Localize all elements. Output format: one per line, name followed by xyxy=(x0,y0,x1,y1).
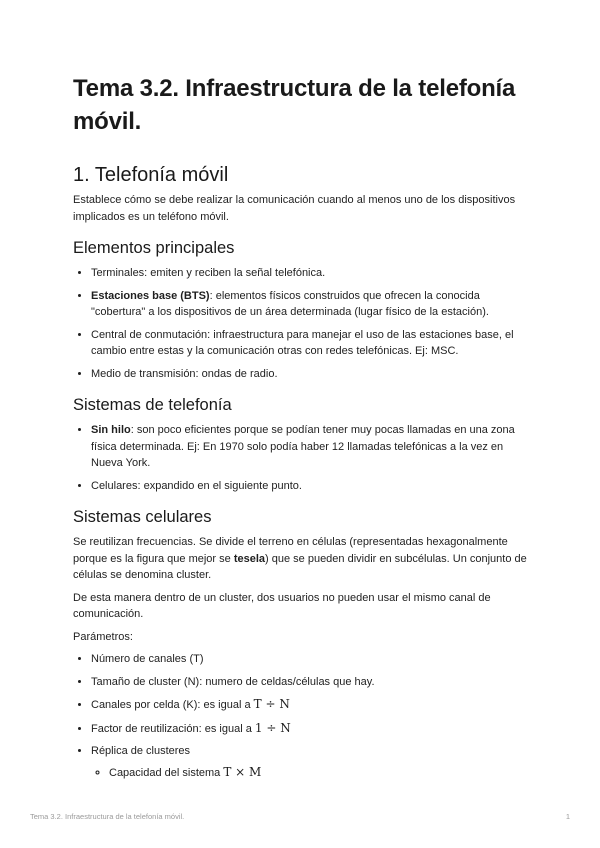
list-item xyxy=(91,743,533,781)
list-item-text: Tamaño de cluster (N): numero de celdas/células que hay. xyxy=(91,675,375,688)
list-item-text: Número de canales (T) xyxy=(91,653,204,665)
list-item-text: Réplica de clusteres xyxy=(91,745,191,757)
list-item xyxy=(91,478,533,495)
list-item-text: : son poco eficientes porque se podían tener muy pocas llamadas en una zona física determinada. Ej: En 1970 solo podía haber 12 llamadas telefónicas a la vez en Nueva York. xyxy=(91,424,515,469)
parametros-list xyxy=(73,651,533,781)
list-item-text: Factor de reutilización: es igual a xyxy=(91,722,255,735)
subheading-sistemas-telefonia: Sistemas de telefonía xyxy=(73,396,232,414)
page-number: 1 xyxy=(565,812,570,821)
list-item-text: : elementos físicos construidos que ofrecen la conocida "cobertura" a los dispositivos de un área determinada (lugar físico de la estación). xyxy=(91,289,489,318)
list-item-text: Canales por celda (K): es igual a xyxy=(91,699,254,711)
sub-list-item xyxy=(109,764,533,782)
list-item xyxy=(91,696,533,714)
section-heading-telefonia-movil: 1. Telefonía móvil xyxy=(73,164,229,186)
math-expression: T × M xyxy=(223,764,262,779)
sistemas-telefonia-list xyxy=(73,422,533,494)
list-item xyxy=(91,288,533,321)
list-item xyxy=(91,366,533,383)
list-item-text: Medio de transmisión: ondas de radio. xyxy=(91,367,278,380)
list-item-text: Terminales: emiten y reciben la señal telefónica. xyxy=(91,267,326,279)
subheading-elementos: Elementos principales xyxy=(73,239,235,257)
math-expression: 1 ÷ N xyxy=(254,720,291,735)
math-expression: T ÷ N xyxy=(253,697,290,711)
list-item-text: Celulares: expandido en el siguiente punto. xyxy=(91,479,302,492)
paragraph-bold: tesela xyxy=(233,552,266,565)
list-item-bold: Estaciones base (BTS) xyxy=(91,289,210,302)
list-item-text: Capacidad del sistema xyxy=(109,766,224,779)
sub-list xyxy=(91,764,533,782)
elementos-list xyxy=(73,265,533,382)
subheading-sistemas-celulares: Sistemas celulares xyxy=(73,508,212,526)
paragraph: De esta manera dentro de un cluster, dos usuarios no pueden usar el mismo canal de comunicación. xyxy=(73,591,491,620)
page-footer xyxy=(30,812,570,821)
section-intro: Establece cómo se debe realizar la comunicación cuando al menos uno de los dispositivos implicados es un teléfono móvil. xyxy=(73,194,516,223)
paragraph-text: ) que se pueden dividir en subcélulas. Un conjunto de células se denomina cluster. xyxy=(73,552,527,581)
document-body xyxy=(73,72,533,787)
list-item-text: Central de conmutación: infraestructura para manejar el uso de las estaciones base, el cambio entre estas y la comunicación otras con redes telefónicas. Ej: MSC. xyxy=(91,328,514,357)
list-item xyxy=(91,327,533,360)
list-item xyxy=(91,422,533,472)
list-item-bold: Sin hilo xyxy=(91,424,131,436)
paragraph-text: Se reutilizan frecuencias. Se divide el terreno en células (representadas hexagonalmente porque es la figura que mejor se xyxy=(73,536,508,565)
list-item xyxy=(91,265,533,282)
page-title: Tema 3.2. Infraestructura de la telefonía móvil. xyxy=(73,75,516,135)
list-item xyxy=(91,720,533,738)
footer-title: Tema 3.2. Infraestructura de la telefonía móvil. xyxy=(30,812,185,821)
paragraph xyxy=(73,534,533,584)
list-item xyxy=(91,651,533,668)
paragraph: Parámetros: xyxy=(73,630,133,643)
list-item xyxy=(91,674,533,691)
